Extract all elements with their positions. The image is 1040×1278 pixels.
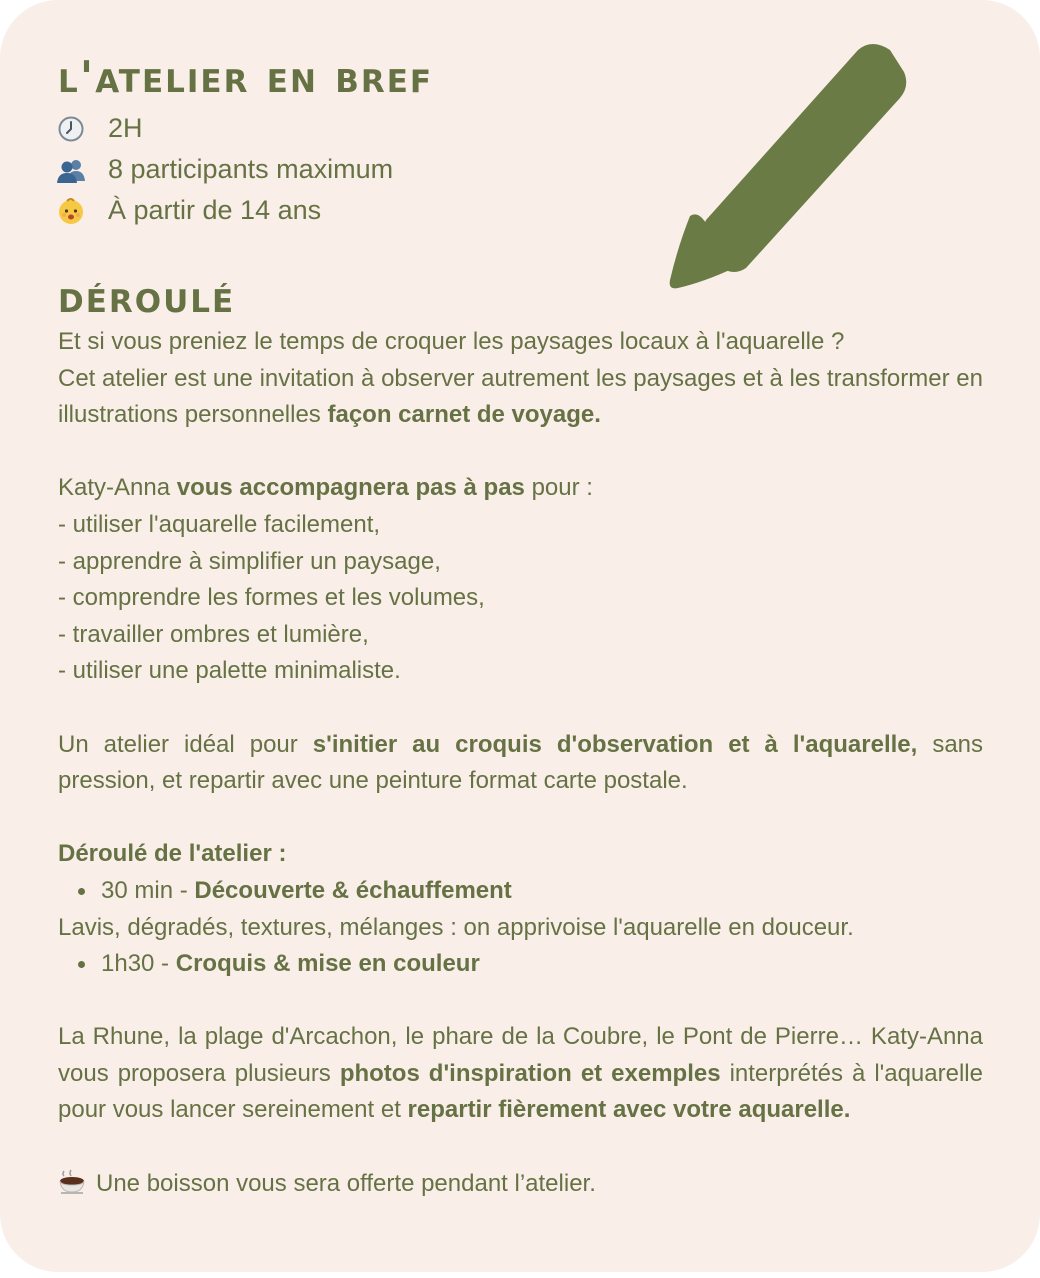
drink-text: Une boisson vous sera offerte pendant l’atelier. <box>96 1169 596 1197</box>
list-item: - comprendre les formes et les volumes, <box>58 584 485 612</box>
ideal-paragraph: Un atelier idéal pour s'initier au croquis d'observation et à l'aquarelle, sans pression, et repartir avec une peinture format carte postale. <box>58 730 984 795</box>
fact-age-text: À partir de 14 ans <box>108 195 322 225</box>
list-item: - utiliser une palette minimaliste. <box>58 657 401 685</box>
intro-line-1: Et si vous preniez le temps de croquer les paysages locaux à l'aquarelle ? <box>58 328 845 355</box>
bullet-icon <box>78 888 85 895</box>
fact-duration <box>56 108 393 149</box>
baby-face-icon <box>56 196 86 226</box>
pencil-body <box>703 44 906 272</box>
guide-emphasis: vous accompagnera pas à pas <box>176 474 525 502</box>
intro-paragraph: Cet atelier est une invitation à observer autrement les paysages et à les transformer en illustrations personnelles façon carnet de voyage. <box>58 364 983 429</box>
bullet-icon <box>78 961 85 968</box>
step-1: 30 min - Découverte & échauffement <box>58 873 983 910</box>
deroule-body <box>58 324 983 1202</box>
list-item: - utiliser l'aquarelle facilement, <box>58 510 381 538</box>
fact-duration-text: 2H <box>108 113 143 143</box>
step-1-description: Lavis, dégradés, textures, mélanges : on apprivoise l'aquarelle en douceur. <box>58 913 854 941</box>
pencil-icon <box>660 36 920 298</box>
step-2: 1h30 - Croquis & mise en couleur <box>58 946 983 983</box>
hot-beverage-icon <box>58 1167 86 1195</box>
closing-paragraph: La Rhune, la plage d'Arcachon, le phare de la Coubre, le Pont de Pierre… Katy-Anna vous proposera plusieurs photos d'inspiration et exemples interprétés à l'aquarelle pour vous lancer sereinement et repartir fièrement avec votre aquarelle. <box>58 1023 983 1124</box>
bref-heading: l'atelier en bref <box>58 52 434 103</box>
closing-emphasis-1: photos d'inspiration et exemples <box>339 1059 721 1087</box>
clock-icon <box>56 114 86 144</box>
steps-title: Déroulé de l'atelier : <box>58 840 287 868</box>
closing-emphasis-2: repartir fièrement avec votre aquarelle. <box>407 1096 851 1124</box>
fact-age <box>56 190 393 231</box>
fact-participants-text: 8 participants maximum <box>108 154 394 184</box>
facts-list <box>56 108 393 231</box>
drink-line <box>58 1166 983 1203</box>
intro-emphasis: façon carnet de voyage. <box>327 401 601 429</box>
ideal-emphasis: s'initier au croquis d'observation et à l'aquarelle, <box>312 730 918 758</box>
step-2-name: Croquis & mise en couleur <box>175 950 480 978</box>
fact-participants <box>56 149 393 190</box>
list-item: - travailler ombres et lumière, <box>58 620 369 648</box>
guide-lead: Katy-Anna vous accompagnera pas à pas pour : <box>58 474 593 502</box>
people-icon <box>56 155 86 185</box>
list-item: - apprendre à simplifier un paysage, <box>58 547 441 575</box>
step-1-name: Découverte & échauffement <box>194 876 512 904</box>
deroule-heading: déroulé <box>58 272 236 323</box>
